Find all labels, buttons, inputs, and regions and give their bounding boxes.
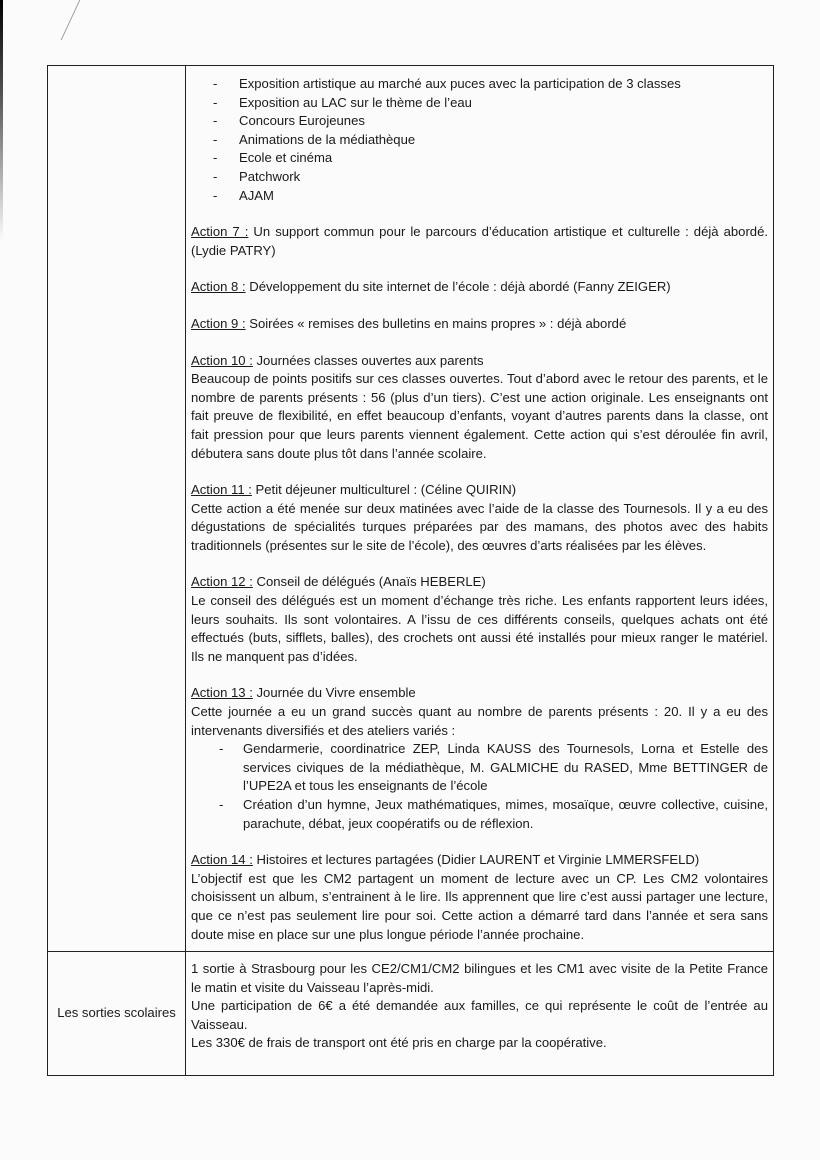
action-label: Action 14 : [191,852,253,868]
action-7 [191,223,768,260]
scan-edge [0,0,3,240]
action-13-sublist [191,740,768,833]
action-body: L’objectif est que les CM2 partagent un moment de lecture avec un CP. Les CM2 volontaires choisissent un album, s’entrainent à le lire. Ils apprennent que lire c’est aussi partager une lecture, que ce n’est pas seulement lire pour soi. Cette action a démarré tard dans l’année et sera sans doute mise en place sur une plus longue période l’année prochaine. [191,870,768,942]
scan-mark [61,0,103,40]
action-title: Journée du Vivre ensemble [252,685,416,701]
sorties-line: Une participation de 6€ a été demandée aux familles, ce qui représente le coût de l’entrée au Vaisseau. [191,998,768,1032]
sorties-line: Les 330€ de frais de transport ont été pris en charge par la coopérative. [191,1035,607,1051]
list-item: - Exposition artistique au marché aux puces avec la participation de 3 classes [213,75,768,94]
sorties-line: 1 sortie à Strasbourg pour les CE2/CM1/CM2 bilingues et les CM1 avec visite de la Petite France le matin et visite du Vaisseau l’après-midi. [191,961,768,995]
sorties-content-cell [186,952,774,1076]
sorties-label-cell [48,952,186,1076]
list-item: - Exposition au LAC sur le thème de l’eau [213,94,768,113]
action-title: Soirées « remises des bulletins en mains propres » : déjà abordé [245,315,627,331]
action-label: Action 7 : [191,224,249,240]
action-body: Cette journée a eu un grand succès quant au nombre de parents présents : 20. Il y a eu des intervenants diversifiés et des ateliers variés : [191,704,768,738]
action-title: Conseil de délégués (Anaïs HEBERLE) [252,574,486,590]
action-8 [191,278,768,297]
action-label: Action 13 : [191,685,253,701]
action-title: Histoires et lectures partagées (Didier LAURENT et Virginie LMMERSFELD) [252,852,700,868]
action-11 [191,481,768,555]
actions-content-cell [186,66,774,952]
list-item: - Création d’un hymne, Jeux mathématiques, mimes, mosaïque, œuvre collective, cuisine, parachute, débat, jeux coopératifs ou de réflexion. [219,796,768,833]
action-title: Un support commun pour le parcours d’éducation artistique et culturelle : déjà abordé. (Lydie PATRY) [191,224,769,258]
action-body: Cette action a été menée sur deux matinées avec l’aide de la classe des Tournesols. Il y a eu des dégustations de spécialités turques préparées par des mamans, des photos avec des habits traditionnels (présentes sur le site de l’école), des œuvres d’arts réalisées par les élèves. [191,500,768,553]
sorties-label: Les sorties scolaires [57,1005,176,1021]
minutes-table [47,65,774,1076]
action-10 [191,352,768,464]
action-label: Action 8 : [191,279,246,295]
action-title: Développement du site internet de l’école : déjà abordé (Fanny ZEIGER) [245,279,671,295]
action-label: Action 11 : [191,482,252,498]
list-item: - Patchwork [213,168,768,187]
action-title: Petit déjeuner multiculturel : (Céline QUIRIN) [251,482,517,498]
list-item: - Ecole et cinéma [213,149,768,168]
sorties-row [48,952,774,1076]
action-9 [191,315,768,334]
action-13 [191,684,768,833]
actions-label-cell [48,66,186,952]
action-label: Action 9 : [191,315,246,331]
action-title: Journées classes ouvertes aux parents [252,352,484,368]
list-item: - Animations de la médiathèque [213,131,768,150]
action-12 [191,573,768,666]
action-14 [191,851,768,944]
action-label: Action 12 : [191,574,253,590]
list-item: - Concours Eurojeunes [213,112,768,131]
events-list [191,75,768,205]
list-item: - AJAM [213,187,768,206]
action-body: Beaucoup de points positifs sur ces classes ouvertes. Tout d’abord avec le retour des parents, et le nombre de parents présents : 56 (plus d’un tiers). C’est une action originale. Les enseignants ont fait preuve de flexibilité, en effet beaucoup d’enfants, voyant d’autres parents dans la classe, ont fait pression pour que leurs parents viennent également. Cette action qui s’est déroulée fin avril, débutera sans doute plus tôt dans l’année scolaire. [191,371,768,461]
action-label: Action 10 : [191,352,253,368]
actions-row [48,66,774,952]
list-item: - Gendarmerie, coordinatrice ZEP, Linda KAUSS des Tournesols, Lorna et Estelle des services civiques de la médiathèque, M. GALMICHE du RASED, Mme BETTINGER de l’UPE2A et tous les enseignants de l’école [219,740,768,796]
action-body: Le conseil des délégués est un moment d’échange très riche. Les enfants rapportent leurs idées, leurs souhaits. Ils sont volontaires. A l’issu de ces différents conseils, quelques achats ont été effectués (buts, sifflets, balles), des crochets ont aussi été installés pour mieux ranger le matériel. Ils ne manquent pas d’idées. [191,593,768,664]
